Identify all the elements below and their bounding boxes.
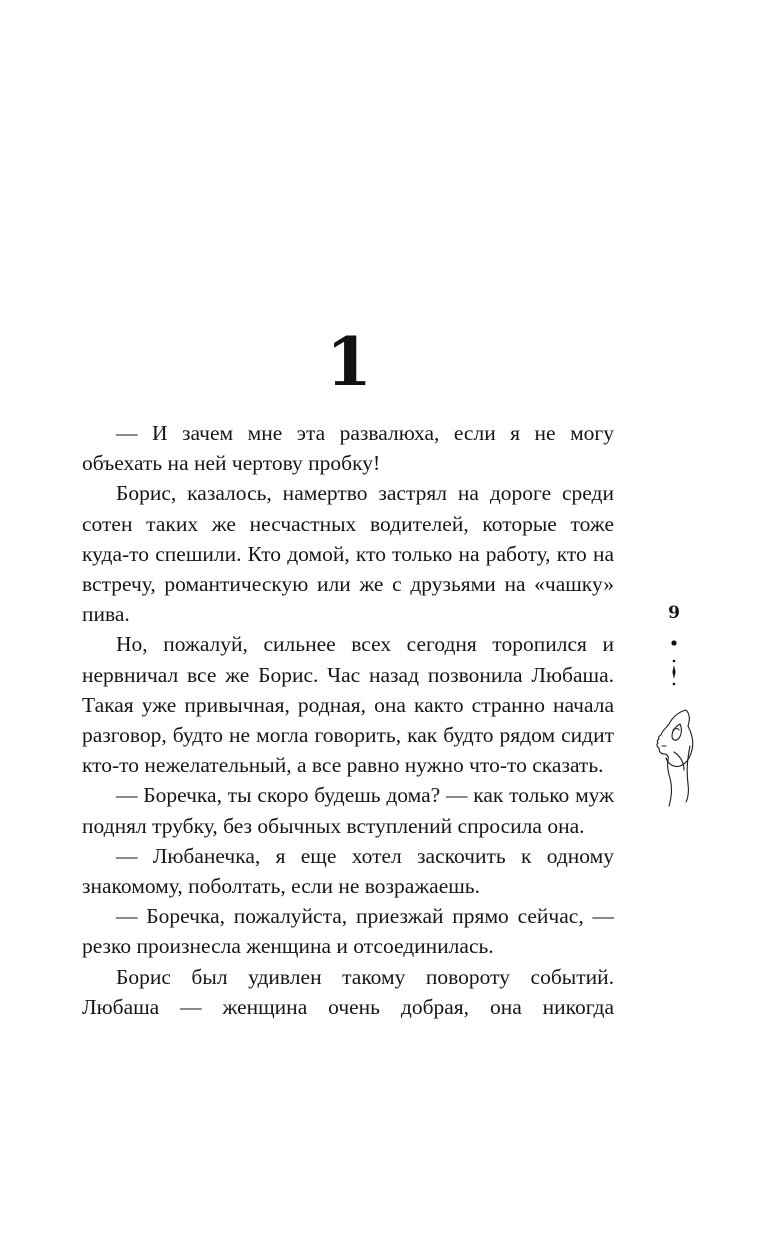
paragraph: — И зачем мне эта развалюха, если я не могу объехать на ней чертову пробку! — [82, 421, 614, 476]
body-text — [82, 418, 614, 1022]
paragraph: Но, пожалуй, сильнее всех сегодня торопился и нервничал все же Борис. Час назад позвонила Любаша. Такая уже привычная, родная, она както странно начала разговор, будто не могла говорить, как будто рядом сидит кто-то нежелательный, а все равно нужно что-то сказать. — [82, 632, 614, 778]
chapter-number: 1 — [326, 323, 372, 401]
paragraph: — Боречка, пожалуйста, приезжай прямо сейчас, — резко произнесла женщина и отсоединилась. — [82, 904, 614, 959]
paragraph: — Боречка, ты скоро будешь дома? — как только муж поднял трубку, без обычных вступлений спросила она. — [82, 783, 614, 838]
paragraph: Борис, казалось, намертво застрял на дороге среди сотен таких же несчастных водителей, которые тоже куда-то спешили. Кто домой, кто только на работу, кто на встречу, романтическую или же с друзьями на «чашку» пива. — [82, 481, 614, 627]
woman-face-illustration — [642, 706, 702, 810]
paragraph: — Любанечка, я еще хотел заскочить к одному знакомому, поболтать, если не возражаешь. — [82, 843, 614, 899]
dots-ornament-icon — [664, 634, 684, 688]
paragraph: Борис был удивлен такому повороту событий. Любаша — женщина очень добрая, она никогда — [82, 964, 614, 1019]
page-number: 9 — [668, 603, 680, 623]
